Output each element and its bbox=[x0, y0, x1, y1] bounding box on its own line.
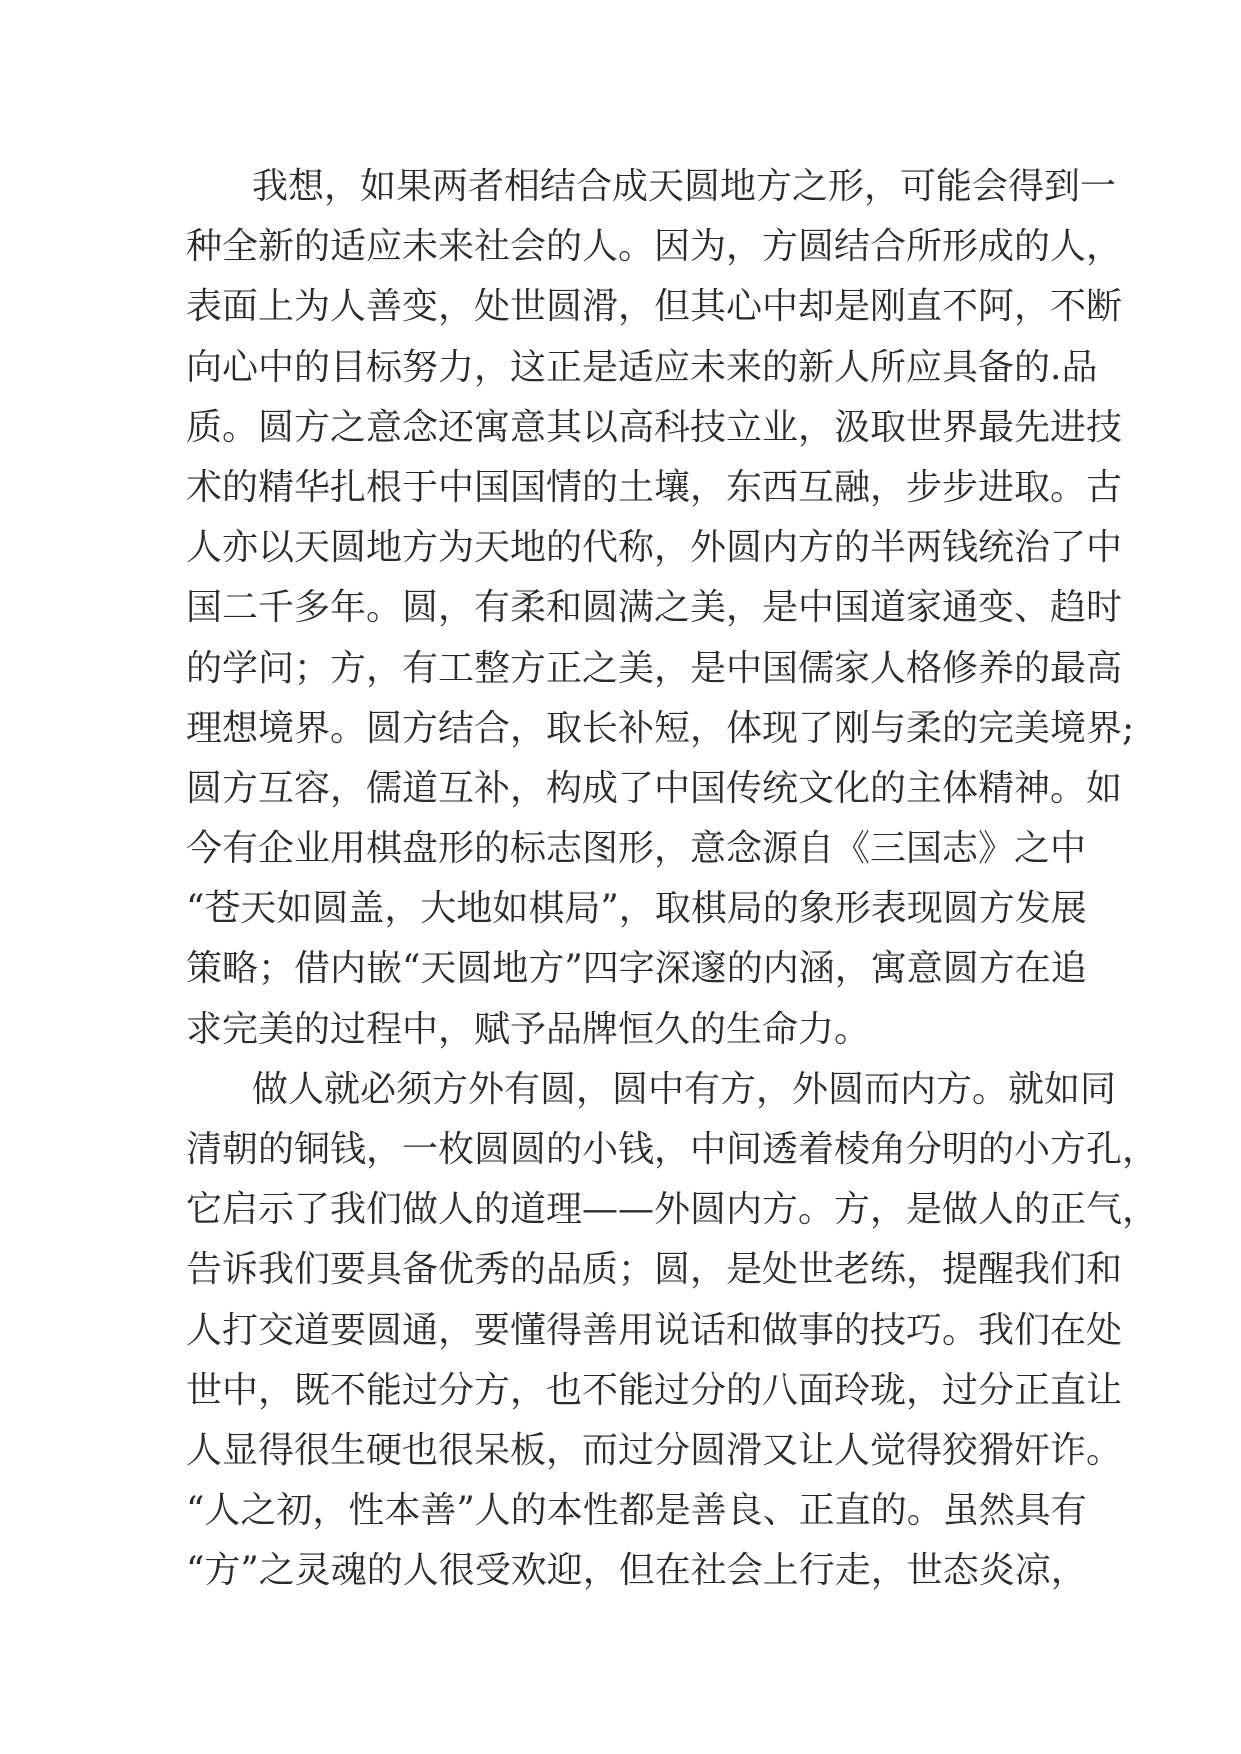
text-line: 求完美的过程中，赋予品牌恒久的生命力。 bbox=[186, 1008, 871, 1050]
text-line: 我想，如果两者相结合成天圆地方之形，可能会得到一 bbox=[252, 166, 1117, 207]
text-line: “方”之灵魂的人很受欢迎，但在社会上行走，世态炎凉， bbox=[186, 1550, 1087, 1592]
text-line: 圆方互容，儒道互补，构成了中国传统文化的主体精神。如 bbox=[186, 767, 1123, 809]
paragraph-2 bbox=[186, 1060, 1159, 1602]
text-line: 向心中的目标努力，这正是适应未来的新人所应具备的.品 bbox=[186, 346, 1098, 388]
text-line: 人亦以天圆地方为天地的代称，外圆内方的半两钱统治了中 bbox=[186, 527, 1123, 569]
document-body bbox=[186, 157, 1159, 1602]
text-line: “苍天如圆盖，大地如棋局”，取棋局的象形表现圆方发展 bbox=[186, 888, 1087, 930]
text-line: 的学问；方，有工整方正之美，是中国儒家人格修养的最高 bbox=[186, 647, 1123, 689]
text-line: 术的精华扎根于中国国情的土壤，东西互融，步步进取。古 bbox=[186, 466, 1123, 508]
text-line: 理想境界。圆方结合，取长补短，体现了刚与柔的完美境界; bbox=[186, 707, 1135, 749]
text-line: 人显得很生硬也很呆板，而过分圆滑又让人觉得狡猾奸诈。 bbox=[186, 1429, 1123, 1471]
text-line: “人之初，性本善”人的本性都是善良、正直的。虽然具有 bbox=[186, 1490, 1087, 1532]
text-line: 策略；借内嵌“天圆地方”四字深邃的内涵，寓意圆方在追 bbox=[186, 948, 1087, 990]
text-line: 今有企业用棋盘形的标志图形，意念源自《三国志》之中 bbox=[186, 828, 1087, 870]
text-line: 告诉我们要具备优秀的品质；圆，是处世老练，提醒我们和 bbox=[186, 1249, 1123, 1291]
text-line: 世中，既不能过分方，也不能过分的八面玲珑，过分正直让 bbox=[186, 1369, 1123, 1411]
text-line: 表面上为人善变，处世圆滑，但其心中却是刚直不阿，不断 bbox=[186, 286, 1123, 328]
text-line: 做人就必须方外有圆，圆中有方，外圆而内方。就如同 bbox=[252, 1068, 1117, 1110]
text-line: 种全新的适应未来社会的人。因为，方圆结合所形成的人， bbox=[186, 226, 1123, 268]
text-line: 清朝的铜钱，一枚圆圆的小钱，中间透着棱角分明的小方孔， bbox=[186, 1129, 1159, 1170]
text-line: 它启示了我们做人的道理——外圆内方。方，是做人的正气， bbox=[186, 1189, 1159, 1231]
paragraph-1 bbox=[186, 157, 1135, 1060]
text-line: 质。圆方之意念还寓意其以高科技立业，汲取世界最先进技 bbox=[186, 406, 1123, 448]
text-line: 国二千多年。圆，有柔和圆满之美，是中国道家通变、趋时 bbox=[186, 587, 1123, 629]
text-line: 人打交道要圆通，要懂得善用说话和做事的技巧。我们在处 bbox=[186, 1309, 1123, 1351]
